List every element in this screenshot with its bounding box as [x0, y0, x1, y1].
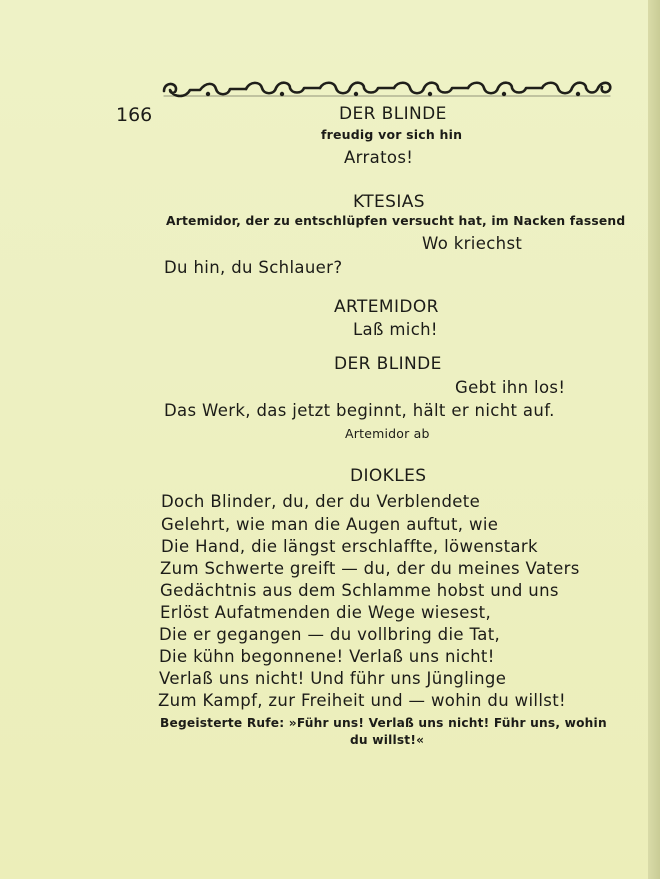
page-number: 166: [116, 104, 153, 126]
page-edge: [648, 0, 660, 879]
verse-line: Arratos!: [344, 148, 414, 167]
verse-line: Gedächtnis aus dem Schlamme hobst und uns: [160, 581, 559, 600]
speaker-name: ARTEMIDOR: [334, 297, 439, 317]
verse-line: Doch Blinder, du, der du Verblendete: [161, 492, 481, 511]
vine-scroll-border-icon: [160, 76, 615, 102]
verse-line: Das Werk, das jetzt beginnt, hält er nicht auf.: [164, 401, 555, 420]
verse-line: Laß mich!: [353, 320, 438, 339]
speaker-name: DIOKLES: [350, 466, 427, 486]
speaker-name: DER BLINDE: [334, 354, 442, 374]
verse-line: Zum Kampf, zur Freiheit und — wohin du willst!: [158, 691, 566, 710]
verse-line: Verlaß uns nicht! Und führ uns Jünglinge: [159, 669, 507, 688]
verse-line: Zum Schwerte greift — du, der du meines Vaters: [160, 559, 580, 578]
verse-line: Erlöst Aufatmenden die Wege wiesest,: [160, 603, 492, 622]
verse-line: Du hin, du Schlauer?: [164, 258, 343, 277]
verse-line: Gebt ihn los!: [455, 378, 566, 397]
stage-direction: Artemidor ab: [345, 426, 430, 441]
verse-line: Wo kriechst: [422, 234, 523, 253]
stage-direction: freudig vor sich hin: [321, 127, 463, 142]
stage-direction: Begeisterte Rufe: »Führ uns! Verlaß uns nicht! Führ uns, wohin: [160, 716, 607, 730]
verse-line: Die kühn begonnene! Verlaß uns nicht!: [159, 647, 495, 666]
verse-line: Gelehrt, wie man die Augen auftut, wie: [161, 515, 499, 534]
speaker-name: KTESIAS: [353, 192, 425, 212]
stage-direction: du willst!«: [350, 733, 425, 747]
verse-line: Die Hand, die längst erschlaffte, löwenstark: [161, 537, 538, 556]
speaker-name: DER BLINDE: [339, 104, 447, 124]
verse-line: Die er gegangen — du vollbring die Tat,: [159, 625, 501, 644]
stage-direction: Artemidor, der zu entschlüpfen versucht hat, im Nacken fassend: [166, 214, 626, 228]
